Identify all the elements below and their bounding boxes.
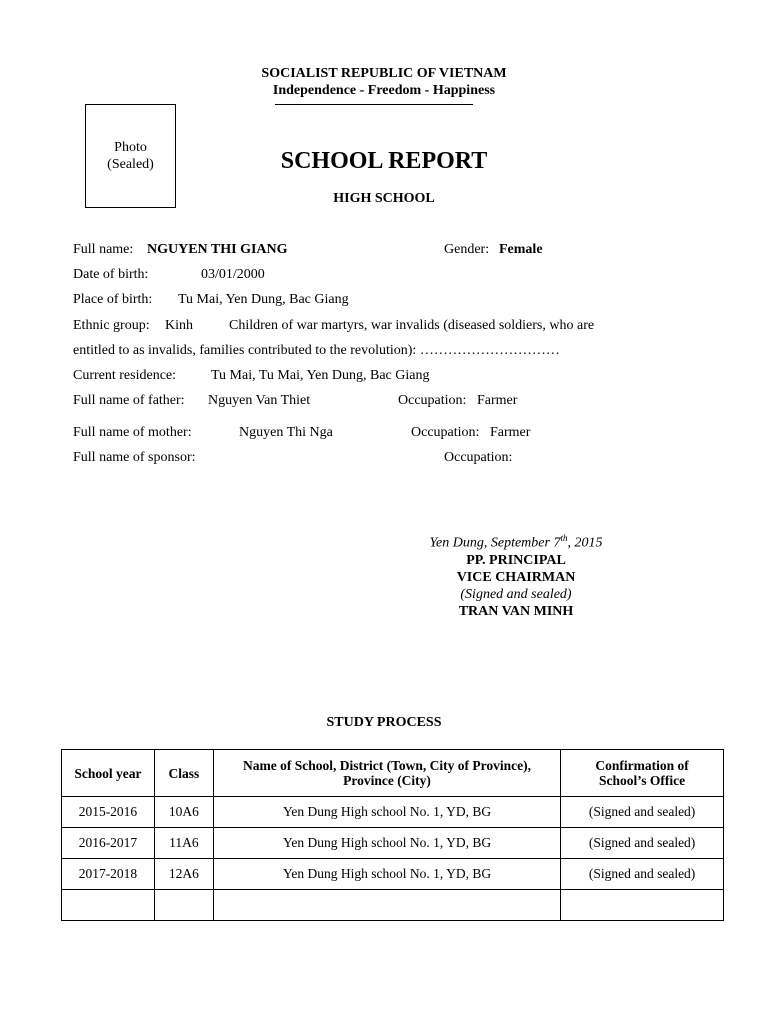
full-name-label: Full name: xyxy=(73,242,134,257)
table-header-row xyxy=(62,750,724,797)
dob-value: 03/01/2000 xyxy=(201,267,265,282)
cell-class: 12A6 xyxy=(154,859,213,890)
cell-school: Yen Dung High school No. 1, YD, BG xyxy=(213,797,560,828)
gender-value: Female xyxy=(499,242,543,257)
cell-year: 2016-2017 xyxy=(62,828,155,859)
cell-confirmation: (Signed and sealed) xyxy=(561,797,724,828)
study-process-title: STUDY PROCESS xyxy=(326,715,442,730)
cell-year xyxy=(62,890,155,921)
signature-block xyxy=(400,530,632,620)
mother-value: Nguyen Thi Nga xyxy=(239,425,333,440)
residence-label: Current residence: xyxy=(73,368,177,383)
signature-note: (Signed and sealed) xyxy=(460,586,572,602)
table-row-empty xyxy=(62,890,724,921)
header-confirmation: Confirmation of School’s Office xyxy=(561,750,724,797)
cell-confirmation: (Signed and sealed) xyxy=(561,828,724,859)
mother-occupation-value: Farmer xyxy=(490,425,531,440)
cell-class: 11A6 xyxy=(154,828,213,859)
page-title: SCHOOL REPORT xyxy=(280,148,488,174)
header-school-year: School year xyxy=(62,750,155,797)
motto-underline xyxy=(275,104,473,105)
cell-year: 2015-2016 xyxy=(62,797,155,828)
page-subtitle: HIGH SCHOOL xyxy=(333,191,435,206)
cell-school: Yen Dung High school No. 1, YD, BG xyxy=(213,828,560,859)
mother-label: Full name of mother: xyxy=(73,425,192,440)
cell-class: 10A6 xyxy=(154,797,213,828)
table-row xyxy=(62,828,724,859)
martyrs-question-continued: entitled to as invalids, families contributed to the revolution): ………………………… xyxy=(73,343,560,358)
table-row xyxy=(62,797,724,828)
sponsor-label: Full name of sponsor: xyxy=(73,450,196,465)
cell-confirmation xyxy=(561,890,724,921)
martyrs-question: Children of war martyrs, war invalids (diseased soldiers, who are xyxy=(229,318,595,333)
father-occupation-label: Occupation: xyxy=(398,393,467,408)
residence-value: Tu Mai, Tu Mai, Yen Dung, Bac Giang xyxy=(211,368,430,383)
ethnic-group-label: Ethnic group: xyxy=(73,318,150,333)
father-value: Nguyen Van Thiet xyxy=(208,393,311,408)
full-name-value: NGUYEN THI GIANG xyxy=(147,242,288,257)
dob-label: Date of birth: xyxy=(73,267,149,282)
nation-heading: SOCIALIST REPUBLIC OF VIETNAM xyxy=(261,66,507,81)
father-occupation-value: Farmer xyxy=(477,393,518,408)
header-class: Class xyxy=(154,750,213,797)
signature-title-vice-chairman: VICE CHAIRMAN xyxy=(456,569,576,585)
place-of-birth-label: Place of birth: xyxy=(73,292,153,307)
signature-title-principal: PP. PRINCIPAL xyxy=(466,552,566,568)
signature-place-date: Yen Dung, September 7th, 2015 xyxy=(429,533,603,551)
cell-year: 2017-2018 xyxy=(62,859,155,890)
cell-confirmation: (Signed and sealed) xyxy=(561,859,724,890)
father-label: Full name of father: xyxy=(73,393,185,408)
cell-class xyxy=(154,890,213,921)
motto-heading: Independence - Freedom - Happiness xyxy=(272,83,496,98)
sponsor-occupation-label: Occupation: xyxy=(444,450,513,465)
table-row xyxy=(62,859,724,890)
study-process-table xyxy=(61,749,724,921)
cell-school: Yen Dung High school No. 1, YD, BG xyxy=(213,859,560,890)
photo-sealed-label: (Sealed) xyxy=(107,157,154,172)
ethnic-group-value: Kinh xyxy=(165,318,193,333)
signature-name: TRAN VAN MINH xyxy=(458,603,574,619)
photo-label: Photo xyxy=(114,140,147,155)
mother-occupation-label: Occupation: xyxy=(411,425,480,440)
header-school-name: Name of School, District (Town, City of Province), Province (City) xyxy=(213,750,560,797)
cell-school xyxy=(213,890,560,921)
place-of-birth-value: Tu Mai, Yen Dung, Bac Giang xyxy=(178,292,349,307)
gender-label: Gender: xyxy=(444,242,490,257)
